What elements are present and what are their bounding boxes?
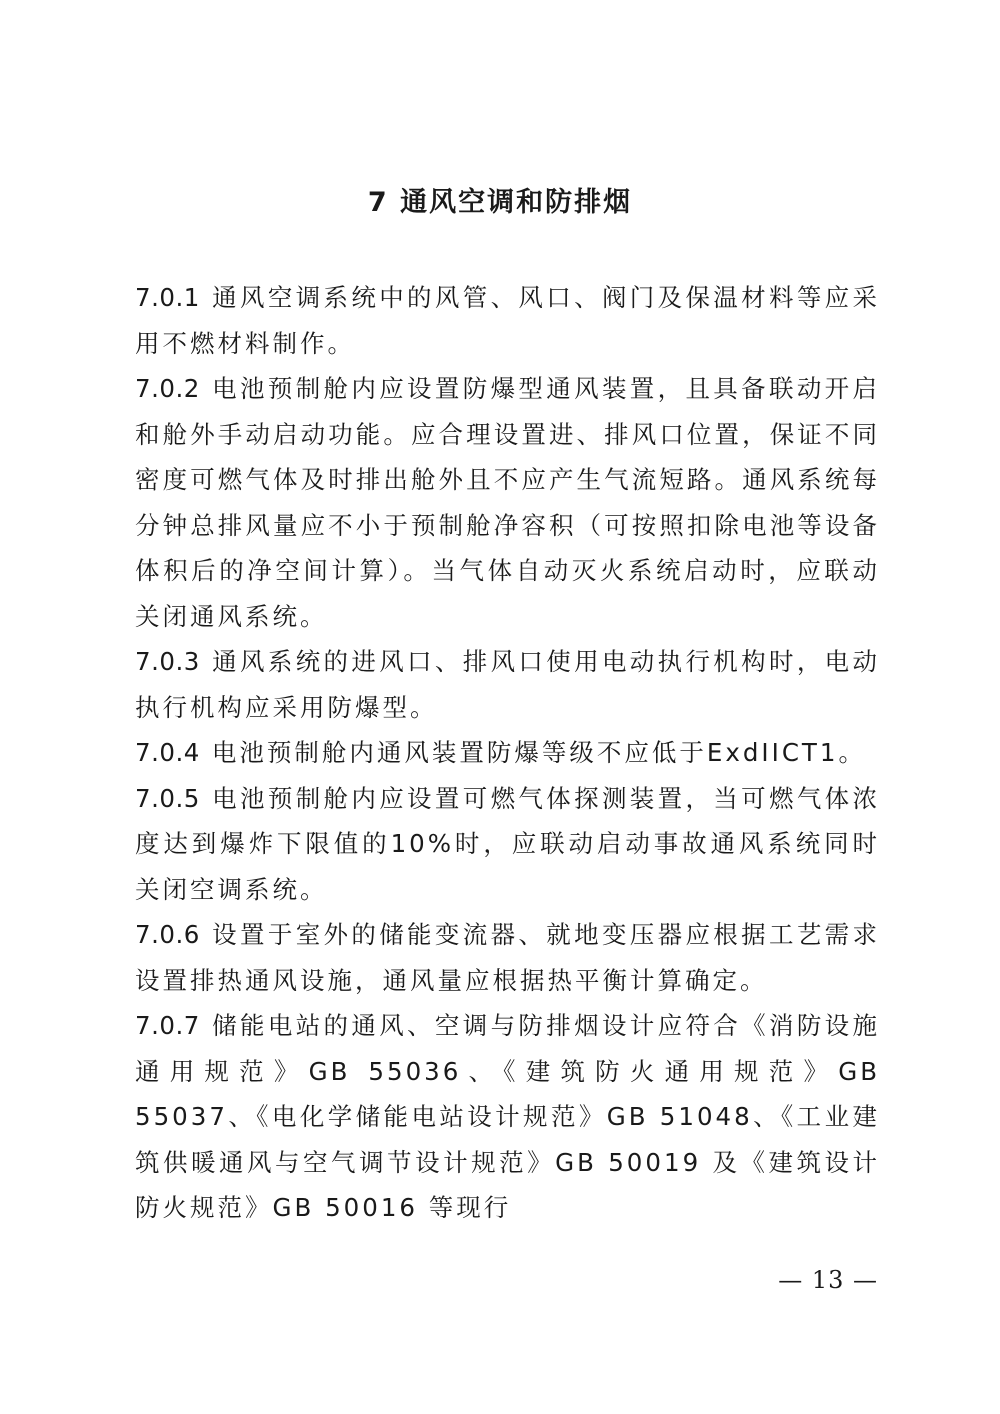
clause-7-0-1	[135, 275, 880, 366]
clause-number: 7.0.4	[135, 738, 200, 767]
clause-7-0-2	[135, 366, 880, 639]
clause-7-0-4	[135, 730, 880, 776]
clause-number: 7.0.1	[135, 283, 200, 312]
clause-text: 电池预制舱内应设置防爆型通风装置，且具备联动开启和舱外手动启动功能。应合理设置进、排风口位置，保证不同密度可燃气体及时排出舱外且不应产生气流短路。通风系统每分钟总排风量应不小于预制舱净容积（可按照扣除电池等设备体积后的净空间计算）。当气体自动灭火系统启动时，应联动关闭通风系统。	[135, 374, 880, 631]
section-body	[135, 275, 880, 1231]
page-number: — 13 —	[778, 1266, 878, 1294]
clause-7-0-6	[135, 912, 880, 1003]
clause-7-0-3	[135, 639, 880, 730]
clause-number: 7.0.7	[135, 1011, 200, 1040]
clause-number: 7.0.5	[135, 783, 200, 813]
clause-text: 电池预制舱内通风装置防爆等级不应低于ExdIICT1。	[211, 738, 866, 767]
clause-text: 设置于室外的储能变流器、就地变压器应根据工艺需求设置排热通风设施，通风量应根据热平衡计算确定。	[135, 920, 880, 995]
section-title: 7 通风空调和防排烟	[367, 187, 633, 218]
clause-number: 7.0.6	[135, 920, 200, 949]
clause-7-0-7	[135, 1003, 880, 1231]
clause-text: 通风空调系统中的风管、风口、阀门及保温材料等应采用不燃材料制作。	[135, 283, 880, 358]
clause-text: 储能电站的通风、空调与防排烟设计应符合《消防设施通用规范》GB 55036、《建筑防火通用规范》GB 55037、《电化学储能电站设计规范》GB 51048、《工业建筑供暖通风与空气调节设计规范》GB 50019 及《建筑设计防火规范》GB 50016 等现行	[135, 1011, 880, 1222]
clause-text: 通风系统的进风口、排风口使用电动执行机构时，电动执行机构应采用防爆型。	[135, 647, 880, 722]
clause-text: 电池预制舱内应设置可燃气体探测装置，当可燃气体浓度达到爆炸下限值的10%时，应联动启动事故通风系统同时关闭空调系统。	[135, 783, 880, 904]
clause-7-0-5	[135, 776, 880, 913]
clause-number: 7.0.2	[135, 374, 200, 403]
clause-number: 7.0.3	[135, 647, 200, 676]
